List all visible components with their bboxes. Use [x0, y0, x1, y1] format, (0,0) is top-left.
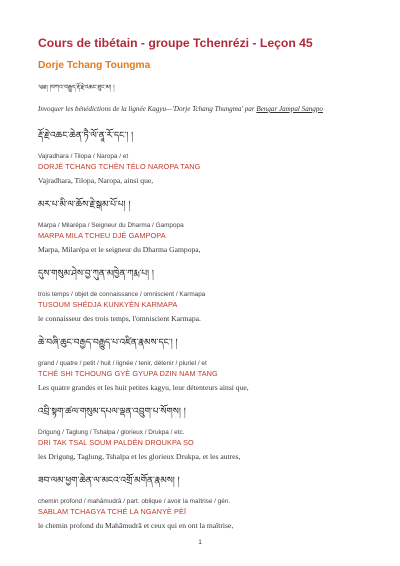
verse-phonetic: DORJÉ TCHANG TCHÈN TÉLO NAROPA TANG — [38, 162, 201, 171]
verse-gloss: Drigung / Taglung / Tshalpa / glorieux / Drukpa / etc. — [38, 429, 185, 436]
verse-3 — [38, 264, 362, 323]
verse-phonetic: TCHÉ SHI TCHOUNG GYÈ GYUPA DZIN NAM TANG — [38, 369, 218, 378]
verse-tibetan: རྡོ་རྗེ་འཆང་ཆེན་ཏཻ་ལོ་ནཱ་རོ་དང་། ། — [38, 131, 134, 141]
verse-1 — [38, 126, 362, 185]
verse-translation: Vajradhara, Tilopa, Naropa, ainsi que, — [38, 176, 154, 185]
verse-6 — [38, 471, 362, 530]
verse-phonetic: DRI TAK TSAL SOUM PALDÈN DROUKPA SO — [38, 438, 194, 447]
verse-tibetan: འབྲི་སྟག་ཚལ་གསུམ་དཔལ་ལྡན་འབྲུག་པ་སོགས། ། — [38, 407, 186, 417]
verse-tibetan: མར་པ་མི་ལ་ཆོས་རྗེ་སྒམ་པོ་པ། ། — [38, 200, 131, 210]
page-title: Cours de tibétain - groupe Tchenrézi - Leçon 45 — [38, 36, 313, 50]
page-number: 1 — [198, 539, 202, 546]
verse-translation: Marpa, Milarépa et le seigneur du Dharma Gampopa, — [38, 245, 201, 254]
verse-phonetic: SABLAM TCHAGYA TCHÉ LA NGANYÈ PÉÏ — [38, 507, 187, 516]
verse-gloss: Marpa / Milarépa / Seigneur du Dharma / Gampopa — [38, 222, 184, 229]
verse-gloss: trois temps / objet de connaissance / omniscient / Karmapa — [38, 291, 206, 298]
author-link[interactable]: Bengar Jampal Sangpo — [256, 105, 323, 113]
verse-translation: le chemin profond du Mahāmudrā et ceux qui en ont la maîtrise, — [38, 521, 234, 530]
verse-4 — [38, 333, 362, 392]
verse-translation: le connaisseur des trois temps, l'omniscient Karmapa. — [38, 314, 201, 323]
page-subtitle: Dorje Tchang Toungma — [38, 60, 151, 71]
verse-gloss: Vajradhara / Tilopa / Naropa / et — [38, 153, 129, 160]
tibetan-heading: ༄༅། །བཀའ་བརྒྱུད་རྡོ་རྗེ་འཆང་ཐུང་མ། ། — [38, 84, 115, 91]
intro-text: Invoquer les bénédictions de la lignée Kagyu—'Dorje Tchang Thungma' par — [38, 105, 257, 113]
verse-tibetan: ཆེ་བཞི་ཆུང་བརྒྱད་བརྒྱུད་པ་འཛིན་རྣམས་དང་། ། — [38, 338, 178, 348]
verse-phonetic: TUSOUM SHÉDJA KUNKYÈN KARMAPA — [38, 300, 178, 309]
verse-translation: Les quatre grandes et les huit petites kagyu, leur détenteurs ainsi que, — [38, 383, 249, 392]
verse-5 — [38, 402, 362, 461]
verse-gloss: chemin profond / mahāmudrā / part. oblique / avoir la maîtrise / gén. — [38, 498, 231, 505]
verse-tibetan: ཟབ་ལམ་ཕྱག་ཆེན་ལ་མངའ་འགྲོ་མགོན་རྣམས། ། — [38, 476, 180, 486]
verse-phonetic: MARPA MILA TCHEU DJÉ GAMPOPA — [38, 231, 166, 240]
verse-tibetan: དུས་གསུམ་ཤེས་བྱ་ཀུན་མཁྱེན་ཀརྨ་པ། ། — [38, 269, 154, 279]
verse-2 — [38, 195, 362, 254]
verse-gloss: grand / quatre / petit / huit / lignée / tenir, détenir / pluriel / et — [38, 360, 207, 367]
intro-paragraph — [38, 104, 362, 114]
verse-translation: les Drigung, Taglung, Tshalpa et les glorieux Drukpa, et les autres, — [38, 452, 241, 461]
